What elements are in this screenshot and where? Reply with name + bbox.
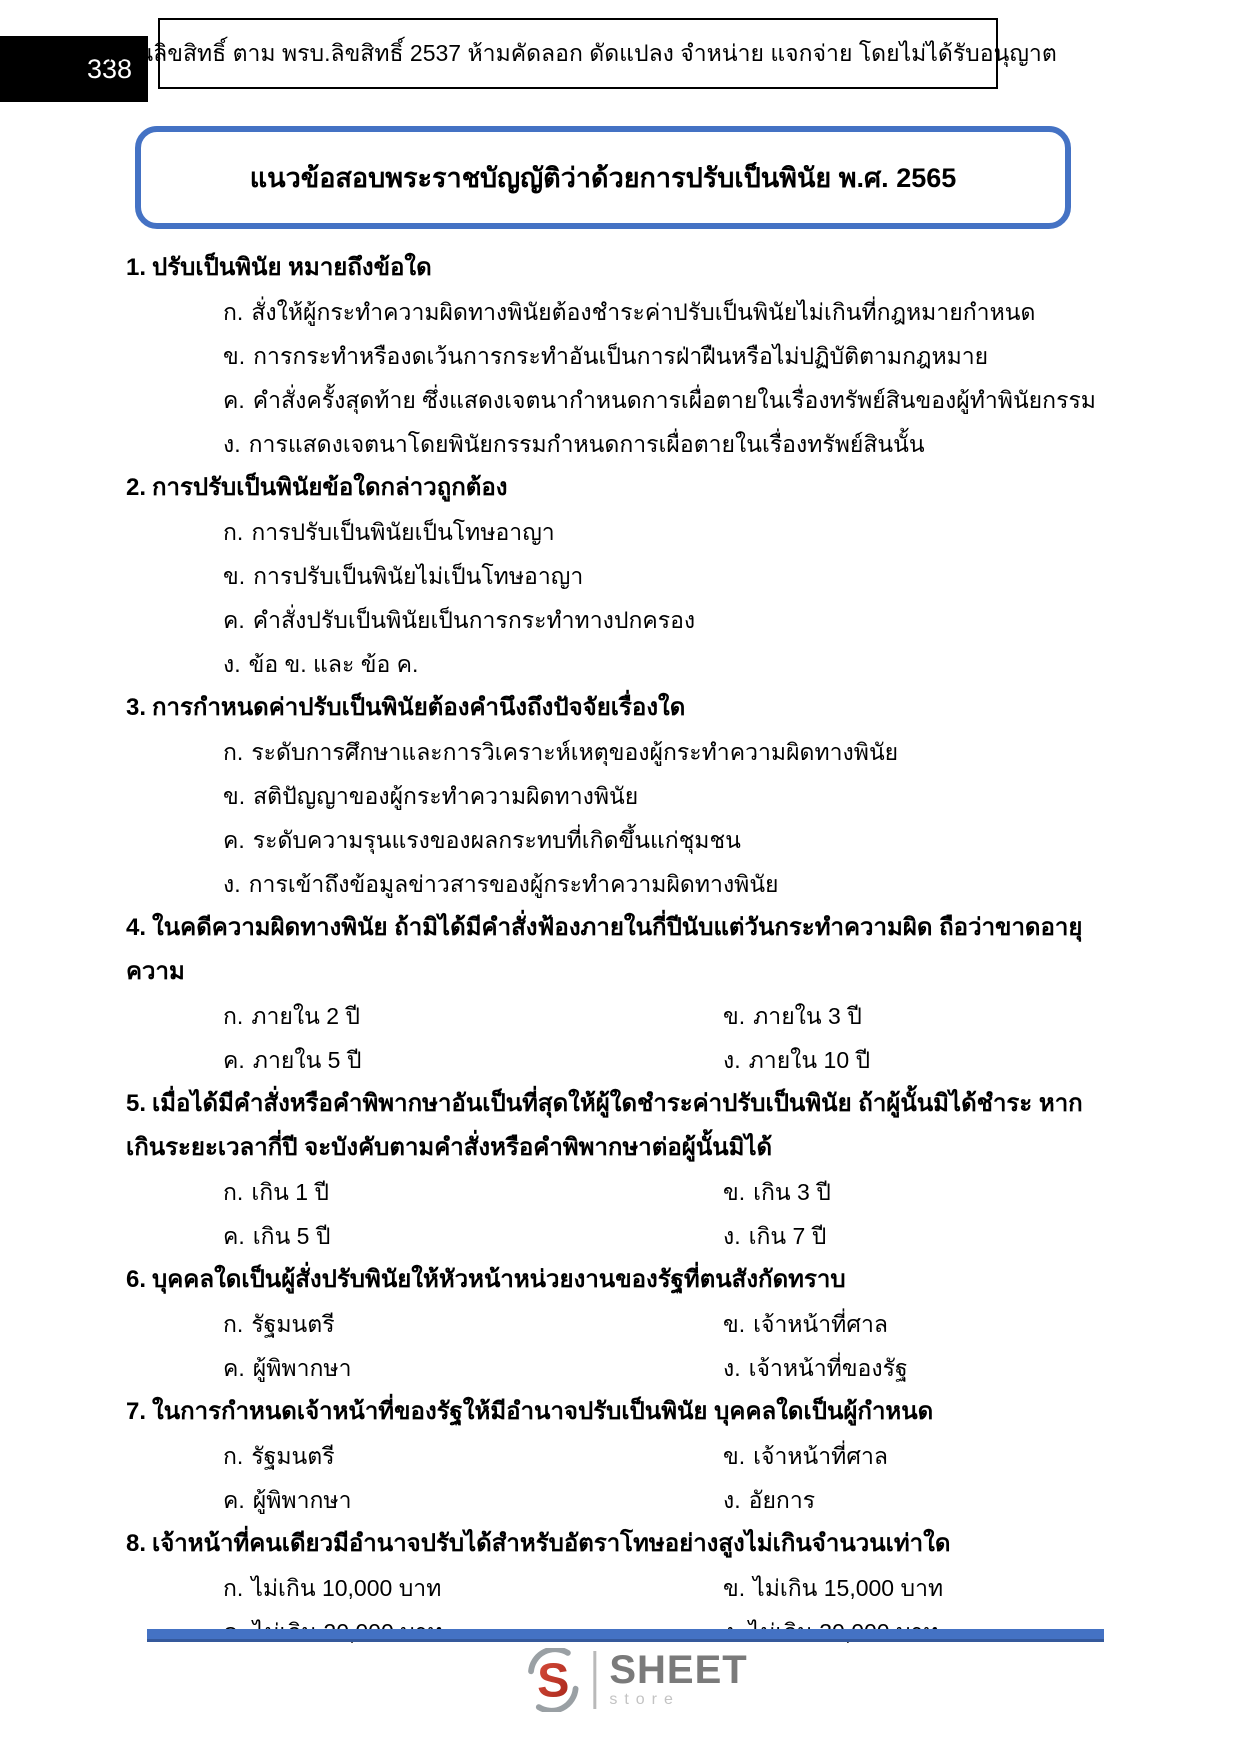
option-text: คำสั่งครั้งสุดท้าย ซึ่งแสดงเจตนากำหนดการเผื่อตายในเรื่องทรัพย์สินของผู้ทำพินัยกรรม <box>252 387 1096 413</box>
question-options <box>126 1302 1108 1390</box>
option-label: ข. <box>723 1179 746 1205</box>
question-heading <box>126 1522 1108 1566</box>
option-text: การกระทำหรืองดเว้นการกระทำอันเป็นการฝ่าฝืนหรือไม่ปฏิบัติตามกฎหมาย <box>253 343 989 369</box>
question-text: การปรับเป็นพินัยข้อใดกล่าวถูกต้อง <box>152 474 508 501</box>
answer-option <box>723 1478 1108 1522</box>
logo-letter: S <box>537 1653 570 1708</box>
answer-option <box>723 1302 1108 1346</box>
answer-option <box>223 1434 723 1478</box>
option-text: สติปัญญาของผู้กระทำความผิดทางพินัย <box>253 783 639 809</box>
option-text: คำสั่งปรับเป็นพินัยเป็นการกระทำทางปกครอง <box>252 607 696 633</box>
answer-option <box>223 1038 723 1082</box>
answer-option <box>723 994 1108 1038</box>
option-label: ข. <box>723 1003 746 1029</box>
answer-option <box>223 642 1108 686</box>
copyright-notice: สงวนลิขสิทธิ์ ตาม พรบ.ลิขสิทธิ์ 2537 ห้ามคัดลอก ดัดแปลง จำหน่าย แจกจ่าย โดยไม่ได้รับอนุญาต <box>99 39 1057 66</box>
option-text: การแสดงเจตนาโดยพินัยกรรมกำหนดการเผื่อตายในเรื่องทรัพย์สินนั้น <box>248 431 925 457</box>
option-label: ข. <box>223 783 246 809</box>
question <box>126 466 1108 686</box>
answer-option <box>223 422 1108 466</box>
question <box>126 1390 1108 1522</box>
option-label: ก. <box>223 1575 244 1601</box>
logo-subtext: store <box>609 1691 680 1708</box>
option-text: ภายใน 3 ปี <box>753 1003 862 1029</box>
option-text: เกิน 1 ปี <box>251 1179 330 1205</box>
option-label: ก. <box>223 299 244 325</box>
question-heading <box>126 1258 1108 1302</box>
logo-text-wrap <box>609 1648 748 1709</box>
option-text: ระดับความรุนแรงของผลกระทบที่เกิดขึ้นแก่ชุมชน <box>252 827 741 853</box>
question-text: การกำหนดค่าปรับเป็นพินัยต้องคำนึงถึงปัจจัยเรื่องใด <box>152 694 686 721</box>
question-options <box>126 290 1108 466</box>
answer-option <box>723 1170 1108 1214</box>
option-text: เจ้าหน้าที่ของรัฐ <box>748 1355 908 1381</box>
option-label: ค. <box>223 1223 245 1249</box>
answer-option <box>223 862 1108 906</box>
answer-option <box>223 598 1108 642</box>
option-label: ค. <box>223 1047 245 1073</box>
option-label: ข. <box>223 343 246 369</box>
option-label: ง. <box>223 651 241 677</box>
answer-option <box>723 1434 1108 1478</box>
question-number: 4. <box>126 914 147 941</box>
option-text: รัฐมนตรี <box>251 1443 335 1469</box>
question-options <box>126 730 1108 906</box>
questions-list <box>126 246 1108 1654</box>
option-text: เกิน 5 ปี <box>252 1223 331 1249</box>
option-text: สั่งให้ผู้กระทำความผิดทางพินัยต้องชำระค่าปรับเป็นพินัยไม่เกินที่กฎหมายกำหนด <box>251 299 1036 325</box>
sheet-store-logo <box>522 1648 747 1712</box>
option-label: ก. <box>223 739 244 765</box>
option-text: ผู้พิพากษา <box>252 1487 352 1513</box>
answer-option <box>223 334 1108 378</box>
question-text: เจ้าหน้าที่คนเดียวมีอำนาจปรับได้สำหรับอัตราโทษอย่างสูงไม่เกินจำนวนเท่าใด <box>152 1530 951 1557</box>
option-label: ง. <box>223 871 241 897</box>
option-text: ภายใน 5 ปี <box>252 1047 362 1073</box>
footer-divider-bar <box>147 1629 1104 1642</box>
option-text: ไม่เกิน 10,000 บาท <box>251 1575 442 1601</box>
option-label: ค. <box>223 1355 245 1381</box>
page-number: 338 <box>86 53 132 84</box>
answer-option <box>723 1214 1108 1258</box>
option-label: ข. <box>723 1575 746 1601</box>
option-text: ผู้พิพากษา <box>252 1355 352 1381</box>
question-number: 7. <box>126 1398 147 1425</box>
option-text: อัยการ <box>748 1487 816 1513</box>
question-number: 1. <box>126 254 147 281</box>
question-number: 5. <box>126 1090 147 1117</box>
answer-option <box>223 774 1108 818</box>
option-text: เจ้าหน้าที่ศาล <box>753 1311 888 1337</box>
option-label: ข. <box>223 563 246 589</box>
question-options <box>126 510 1108 686</box>
question-heading <box>126 686 1108 730</box>
answer-option <box>223 1346 723 1390</box>
option-label: ค. <box>223 1487 245 1513</box>
question-heading <box>126 1390 1108 1434</box>
question <box>126 246 1108 466</box>
question-text: ปรับเป็นพินัย หมายถึงข้อใด <box>152 254 432 281</box>
question-heading <box>126 466 1108 510</box>
answer-option <box>223 730 1108 774</box>
question-options <box>126 1434 1108 1522</box>
answer-option <box>223 378 1108 422</box>
option-text: รัฐมนตรี <box>251 1311 335 1337</box>
option-text: เกิน 3 ปี <box>753 1179 831 1205</box>
option-label: ง. <box>723 1223 741 1249</box>
answer-option <box>223 1302 723 1346</box>
question-options <box>126 994 1108 1082</box>
option-label: ง. <box>723 1047 741 1073</box>
option-text: ไม่เกิน 15,000 บาท <box>753 1575 944 1601</box>
option-label: ง. <box>723 1487 741 1513</box>
option-label: ข. <box>723 1311 746 1337</box>
page-title: แนวข้อสอบพระราชบัญญัติว่าด้วยการปรับเป็นพินัย พ.ศ. 2565 <box>249 163 957 193</box>
answer-option <box>223 994 723 1038</box>
question-heading <box>126 906 1108 994</box>
question <box>126 1258 1108 1390</box>
answer-option <box>723 1346 1108 1390</box>
option-label: ง. <box>723 1355 741 1381</box>
question-number: 6. <box>126 1266 147 1293</box>
option-text: เจ้าหน้าที่ศาล <box>753 1443 888 1469</box>
option-label: ค. <box>223 387 245 413</box>
question-text: เมื่อได้มีคำสั่งหรือคำพิพากษาอันเป็นที่สุดให้ผู้ใดชำระค่าปรับเป็นพินัย ถ้าผู้นั้นมิได้ชำระ หากเกินระยะเวลากี่ปี จะบังคับตามคำสั่งหรือคำพิพากษาต่อผู้นั้นมิได้ <box>126 1090 1083 1161</box>
question-heading <box>126 1082 1108 1170</box>
option-label: ค. <box>223 827 245 853</box>
option-text: ระดับการศึกษาและการวิเคราะห์เหตุของผู้กระทำความผิดทางพินัย <box>251 739 899 765</box>
answer-option <box>223 818 1108 862</box>
answer-option <box>223 1170 723 1214</box>
answer-option <box>223 554 1108 598</box>
question-options <box>126 1170 1108 1258</box>
question <box>126 1082 1108 1258</box>
option-label: ก. <box>223 1179 244 1205</box>
question-number: 2. <box>126 474 147 501</box>
answer-option <box>223 1214 723 1258</box>
answer-option <box>223 1566 723 1610</box>
option-text: ภายใน 2 ปี <box>251 1003 361 1029</box>
question-number: 3. <box>126 694 147 721</box>
option-text: การเข้าถึงข้อมูลข่าวสารของผู้กระทำความผิดทางพินัย <box>248 871 779 897</box>
answer-option <box>223 510 1108 554</box>
question-number: 8. <box>126 1530 147 1557</box>
option-label: ก. <box>223 1003 244 1029</box>
option-text: เกิน 7 ปี <box>748 1223 827 1249</box>
question-text: ในการกำหนดเจ้าหน้าที่ของรัฐให้มีอำนาจปรับเป็นพินัย บุคคลใดเป็นผู้กำหนด <box>152 1398 934 1425</box>
logo-divider <box>593 1651 596 1709</box>
option-label: ก. <box>223 1443 244 1469</box>
answer-option <box>223 1478 723 1522</box>
question <box>126 686 1108 906</box>
option-label: ข. <box>723 1443 746 1469</box>
option-label: ก. <box>223 519 244 545</box>
option-text: การปรับเป็นพินัยไม่เป็นโทษอาญา <box>253 563 584 589</box>
option-label: ง. <box>223 431 241 457</box>
question-heading <box>126 246 1108 290</box>
answer-option <box>723 1038 1108 1082</box>
question-text: ในคดีความผิดทางพินัย ถ้ามิได้มีคำสั่งฟ้องภายในกี่ปีนับแต่วันกระทำความผิด ถือว่าขาดอายุความ <box>126 914 1083 985</box>
sheet-store-s-icon <box>522 1648 584 1712</box>
title-box <box>135 126 1071 229</box>
option-text: ภายใน 10 ปี <box>748 1047 871 1073</box>
option-text: ข้อ ข. และ ข้อ ค. <box>248 651 419 677</box>
question <box>126 906 1108 1082</box>
answer-option <box>723 1566 1108 1610</box>
question-text: บุคคลใดเป็นผู้สั่งปรับพินัยให้หัวหน้าหน่วยงานของรัฐที่ตนสังกัดทราบ <box>152 1266 846 1293</box>
option-label: ก. <box>223 1311 244 1337</box>
option-text: การปรับเป็นพินัยเป็นโทษอาญา <box>251 519 555 545</box>
answer-option <box>223 290 1108 334</box>
logo-text: SHEET <box>609 1648 748 1692</box>
option-label: ค. <box>223 607 245 633</box>
